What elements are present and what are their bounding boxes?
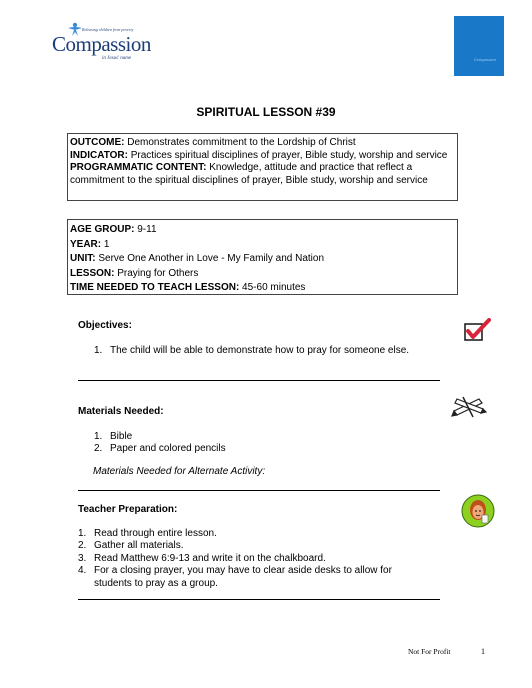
list-number: 1. bbox=[78, 528, 87, 539]
materials-title: Materials Needed: bbox=[78, 406, 164, 417]
teacher-face-icon bbox=[460, 493, 496, 529]
indicator-label: INDICATOR: bbox=[70, 149, 128, 161]
unit-label: UNIT: bbox=[70, 253, 96, 265]
time-value: 45-60 minutes bbox=[239, 282, 306, 294]
time-line bbox=[70, 281, 455, 296]
divider bbox=[78, 490, 440, 491]
list-text: The child will be able to demonstrate how to pray for someone else. bbox=[110, 345, 410, 356]
list-number: 2. bbox=[94, 443, 103, 455]
page-title: SPIRITUAL LESSON #39 bbox=[196, 105, 336, 119]
list-text: Gather all materials. bbox=[94, 540, 184, 552]
divider bbox=[78, 380, 440, 381]
unit-value: Serve One Another in Love - My Family and Nation bbox=[95, 253, 325, 265]
list-item bbox=[78, 540, 418, 552]
compassion-logo bbox=[52, 22, 162, 64]
page-number: 1 bbox=[481, 647, 485, 656]
list-item bbox=[78, 553, 418, 565]
content-text: Knowledge, attitude and practice that reflect a commitment to the spiritual disciplines of prayer, Bible study, worship and service bbox=[70, 162, 428, 186]
list-text: Read Matthew 6:9-13 and write it on the chalkboard. bbox=[94, 552, 326, 564]
list-item bbox=[94, 345, 409, 357]
outcome-box bbox=[67, 133, 458, 201]
logo-tagline: Releasing children from poverty bbox=[82, 27, 134, 32]
list-item bbox=[94, 431, 226, 443]
lesson-label: LESSON: bbox=[70, 267, 115, 279]
preparation-list bbox=[78, 528, 418, 590]
list-number: 1. bbox=[94, 431, 103, 442]
outcome-label: OUTCOME: bbox=[70, 137, 125, 148]
list-item bbox=[78, 528, 418, 540]
indicator-line bbox=[70, 150, 455, 163]
pencils-icon bbox=[451, 393, 487, 419]
footer-label: Not For Profit bbox=[408, 647, 451, 656]
list-text: Paper and colored pencils bbox=[110, 443, 226, 455]
stamp-text: Compassion bbox=[473, 57, 496, 62]
age-line bbox=[70, 223, 455, 238]
alternate-materials-label: Materials Needed for Alternate Activity: bbox=[93, 466, 266, 477]
year-line bbox=[70, 238, 455, 253]
lesson-line bbox=[70, 267, 455, 282]
list-number: 4. bbox=[78, 565, 87, 577]
list-item bbox=[94, 443, 226, 455]
divider bbox=[78, 599, 440, 600]
list-number: 3. bbox=[78, 552, 87, 564]
content-label: PROGRAMMATIC CONTENT: bbox=[70, 162, 207, 174]
outcome-text: Demonstrates commitment to the Lordship of Christ bbox=[124, 137, 356, 148]
indicator-text: Practices spiritual disciplines of prayer, Bible study, worship and service bbox=[127, 149, 448, 161]
content-line bbox=[70, 162, 455, 187]
list-item bbox=[78, 565, 418, 590]
objectives-title: Objectives: bbox=[78, 320, 132, 331]
age-value: 9-11 bbox=[134, 224, 157, 235]
list-number: 2. bbox=[78, 540, 87, 552]
materials-list bbox=[94, 431, 226, 456]
outcome-line bbox=[70, 137, 455, 150]
lesson-value: Praying for Others bbox=[114, 267, 199, 279]
preparation-title: Teacher Preparation: bbox=[78, 504, 178, 515]
list-text: For a closing prayer, you may have to clear aside desks to allow for students to pray as a group. bbox=[94, 565, 392, 589]
lesson-info-box bbox=[67, 219, 458, 295]
blue-stamp bbox=[454, 16, 504, 76]
logo-subline: in Jesus' name bbox=[102, 56, 132, 61]
objectives-list bbox=[94, 345, 409, 357]
list-text: Bible bbox=[110, 431, 133, 442]
year-value: 1 bbox=[101, 238, 110, 250]
list-number: 1. bbox=[94, 345, 103, 356]
age-label: AGE GROUP: bbox=[70, 224, 135, 235]
unit-line bbox=[70, 252, 455, 267]
year-label: YEAR: bbox=[70, 238, 102, 250]
checkbox-icon bbox=[463, 318, 491, 344]
logo-wordmark: Compassion bbox=[52, 32, 151, 56]
time-label: TIME NEEDED TO TEACH LESSON: bbox=[70, 282, 240, 294]
list-text: Read through entire lesson. bbox=[94, 528, 217, 539]
